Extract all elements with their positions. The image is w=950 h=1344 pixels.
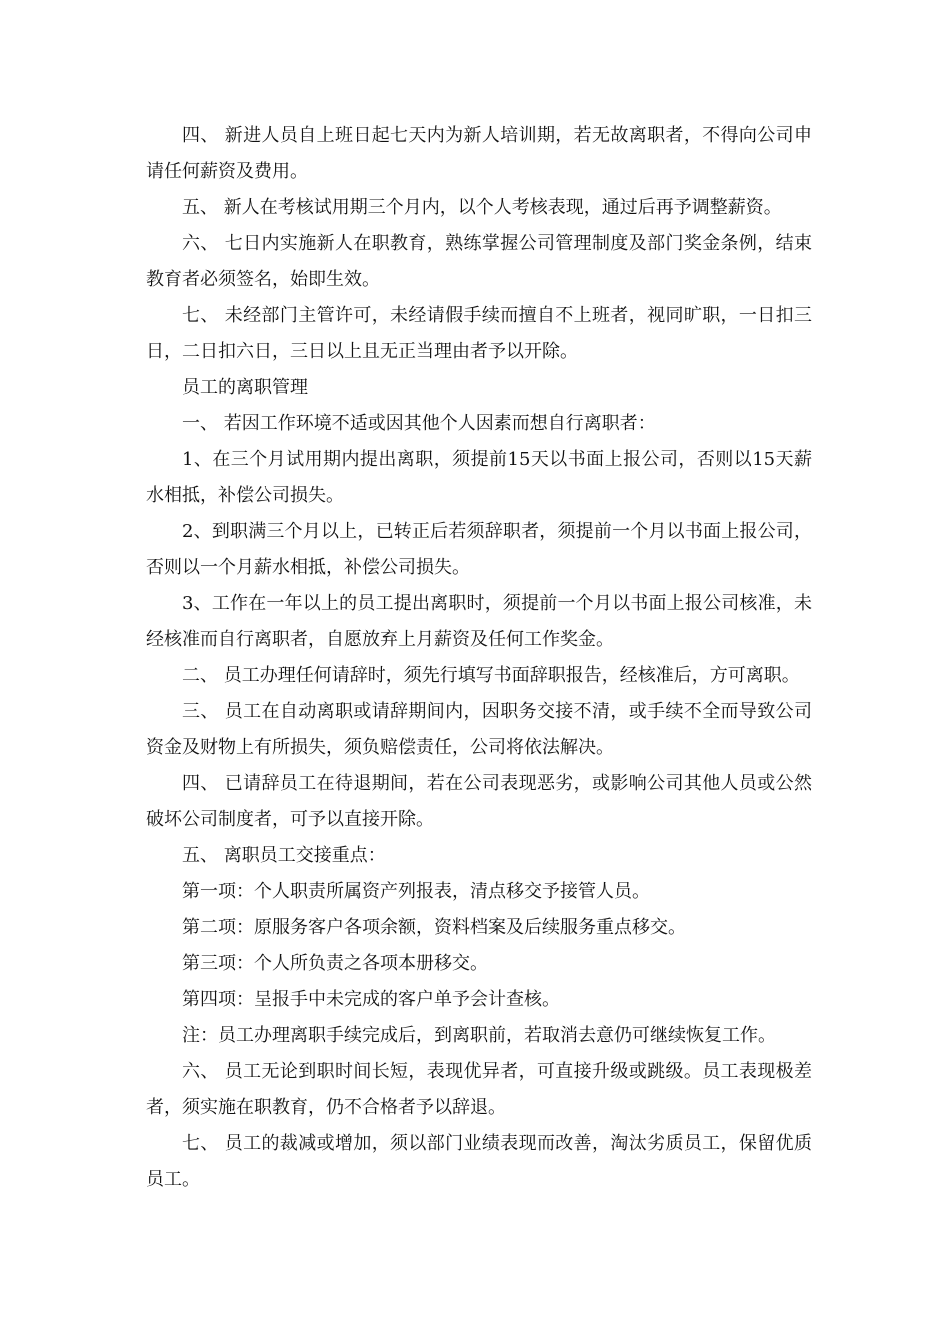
paragraph-voluntary-resignation: 一、 若因工作环境不适或因其他个人因素而想自行离职者： bbox=[182, 413, 656, 434]
paragraph-staff-adjustment: 七、 员工的裁减或增加，须以部门业绩表现而改善，淘汰劣质员工，保留优质员工。 bbox=[146, 1133, 812, 1190]
document-body bbox=[146, 118, 812, 1198]
paragraph-probation-resignation: 1、在三个月试用期内提出离职，须提前15天以书面上报公司，否则以15天薪水相抵，补偿公司损失。 bbox=[146, 449, 812, 506]
paragraph-handover-points: 五、 离职员工交接重点： bbox=[182, 845, 386, 866]
paragraph-onboarding-education: 六、 七日内实施新人在职教育，熟练掌握公司管理制度及部门奖金条例，结束教育者必须签名，始即生效。 bbox=[146, 233, 812, 290]
paragraph-resignation-report: 二、 员工办理任何请辞时，须先行填写书面辞职报告，经核准后，方可离职。 bbox=[182, 665, 800, 686]
paragraph-new-staff-training: 四、 新进人员自上班日起七天内为新人培训期，若无故离职者，不得向公司申请任何薪资及费用。 bbox=[146, 125, 812, 182]
list-item-handover-3: 第三项：个人所负责之各项本册移交。 bbox=[182, 953, 488, 974]
paragraph-probation-salary: 五、 新人在考核试用期三个月内，以个人考核表现，通过后再予调整薪资。 bbox=[182, 197, 782, 218]
section-heading-resignation: 员工的离职管理 bbox=[182, 377, 308, 398]
paragraph-handover-liability: 三、 员工在自动离职或请辞期间内，因职务交接不清，或手续不全而导致公司资金及财物上有所损失，须负赔偿责任，公司将依法解决。 bbox=[146, 701, 812, 758]
list-item-handover-1: 第一项：个人职责所属资产列报表，清点移交予接管人员。 bbox=[182, 881, 650, 902]
paragraph-note-resume-work: 注：员工办理离职手续完成后，到离职前，若取消去意仍可继续恢复工作。 bbox=[182, 1025, 776, 1046]
paragraph-absence-penalty: 七、 未经部门主管许可，未经请假手续而擅自不上班者，视同旷职，一日扣三日，二日扣六日，三日以上且无正当理由者予以开除。 bbox=[146, 305, 812, 362]
paragraph-dismissal-during-notice: 四、 已请辞员工在待退期间，若在公司表现恶劣，或影响公司其他人员或公然破坏公司制度者，可予以直接开除。 bbox=[146, 773, 812, 830]
list-item-handover-4: 第四项：呈报手中未完成的客户单予会计查核。 bbox=[182, 989, 560, 1010]
paragraph-promotion-dismissal: 六、 员工无论到职时间长短，表现优异者，可直接升级或跳级。员工表现极差者，须实施在职教育，仍不合格者予以辞退。 bbox=[146, 1061, 812, 1118]
paragraph-long-term-resignation: 3、工作在一年以上的员工提出离职时，须提前一个月以书面上报公司核准，未经核准而自行离职者，自愿放弃上月薪资及任何工作奖金。 bbox=[146, 593, 812, 650]
paragraph-regular-resignation: 2、到职满三个月以上，已转正后若须辞职者，须提前一个月以书面上报公司，否则以一个月薪水相抵，补偿公司损失。 bbox=[146, 521, 812, 578]
list-item-handover-2: 第二项：原服务客户各项余额，资料档案及后续服务重点移交。 bbox=[182, 917, 686, 938]
